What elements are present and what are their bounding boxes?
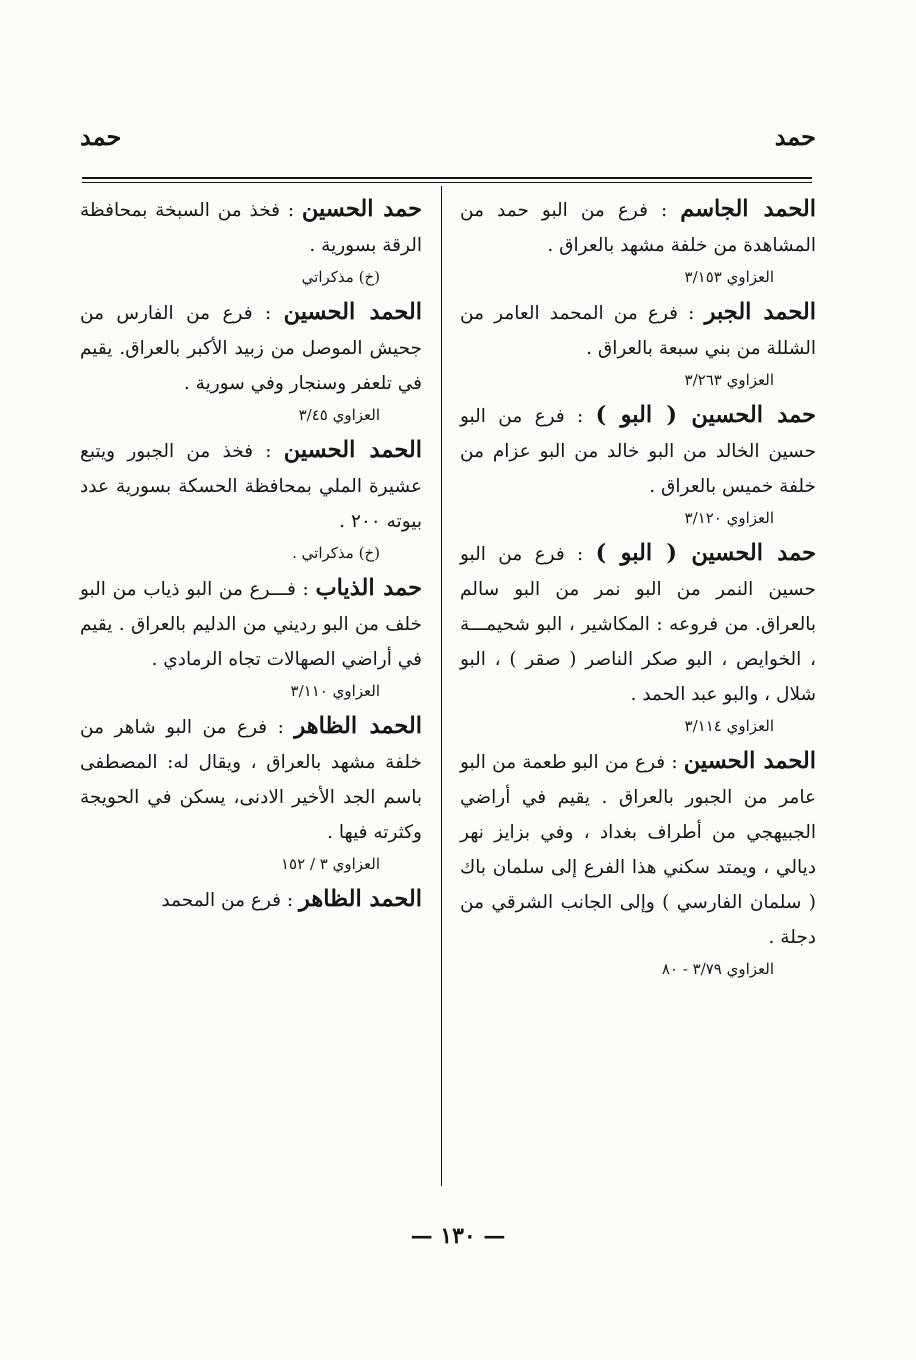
entry-text: : فرع من البو شاهر من خلفة مشهد بالعراق ، ويقال له: المصطفى باسم الجد الأخير الادنى، يسكن في الحويجة وكثرته فيها . — [80, 717, 422, 843]
entry-source: العزاوي ٣/١٥٣ — [684, 268, 774, 286]
entry-text: : فـــرع من البو ذياب من البو خلف من البو رديني من الدليم بالعراق . يقيم في أراضي الصهالات تجاه الرمادي . — [80, 579, 422, 670]
entry-source: العزاوي ٣/٧٩ - ٨٠ — [661, 960, 774, 978]
entry-heading: الحمد الظاهر — [299, 886, 422, 912]
left-column — [80, 192, 422, 921]
entry — [80, 433, 422, 567]
entry-source: (خ) مذكراتي — [301, 268, 380, 286]
entry-heading: حمد الذياب — [315, 575, 422, 601]
entry — [80, 709, 422, 878]
entry — [460, 744, 816, 983]
entry-heading: الحمد الحسين — [283, 437, 422, 463]
entry-heading: الحمد الجبر — [704, 299, 816, 325]
entry-heading: حمد الحسين ( البو ) — [595, 540, 816, 566]
entry-body — [80, 882, 422, 918]
entry-heading: الحمد الجاسم — [680, 196, 816, 222]
entry — [80, 295, 422, 429]
entry-heading: الحمد الحسين — [683, 748, 816, 774]
header-rule-thin — [82, 182, 812, 183]
entry — [460, 192, 816, 291]
entry-source: (خ) مذكراتي . — [292, 544, 380, 562]
entry — [80, 192, 422, 291]
entry-body — [80, 192, 422, 263]
entry-text: : فخذ من السبخة بمحافظة الرقة بسورية . — [80, 200, 422, 256]
entry-source: العزاوي ٣/٤٥ — [298, 406, 380, 424]
entry-body — [80, 433, 422, 539]
entry-text: : فرع من البو طعمة من البو عامر من الجبور بالعراق . يقيم في أراضي الجبيهجي من أطراف بغداد ، وفي بزايز نهر ديالي ، ويمتد سكني هذا الفرع إلى سلمان باك ( سلمان الفارسي ) وإلى الجانب الشرقي من دجلة . — [460, 752, 816, 948]
entry-body — [460, 744, 816, 955]
entry — [80, 571, 422, 705]
right-column — [460, 192, 816, 987]
entry-heading: حمد الحسين ( البو ) — [595, 402, 816, 428]
entry-source: العزاوي ٣ / ١٥٢ — [281, 855, 380, 873]
entry-heading: الحمد الظاهر — [294, 713, 423, 739]
entry-source: العزاوي ٣/٢٦٣ — [684, 371, 774, 389]
running-header-right: حمد — [774, 122, 816, 151]
entry-text: : فرع من الفارس من جحيش الموصل من زبيد الأكبر بالعراق. يقيم في تلعفر وسنجار وفي سورية . — [80, 303, 422, 394]
entry — [80, 882, 422, 918]
entry-source: العزاوي ٣/١١٠ — [290, 682, 380, 700]
entry-text: : فرع من البو حسين الخالد من البو خالد من البو عزام من خلفة خميس بالعراق . — [460, 406, 816, 497]
entry-body — [80, 295, 422, 401]
entry-text: : فرع من المحمد العامر من الشللة من بني سبعة بالعراق . — [460, 303, 816, 359]
entry-heading: الحمد الحسين — [283, 299, 422, 325]
entry — [460, 398, 816, 532]
entry-text: : فرع من المحمد — [161, 890, 300, 911]
entry-body — [80, 709, 422, 850]
entry-text: : فرع من البو حسين النمر من البو نمر من البو سالم بالعراق. من فروعه : المكاشير ، البو شحيمـــة ، الخوايص ، البو صكر الناصر ( صقر ) ، البو شلال ، والبو عبد الحمد . — [460, 544, 816, 705]
entry-body — [460, 295, 816, 366]
running-header-left: حمد — [80, 122, 122, 151]
entry-source: العزاوي ٣/١٢٠ — [684, 509, 774, 527]
entry-body — [460, 192, 816, 263]
entry-heading: حمد الحسين — [301, 196, 422, 222]
entry-text: : فرع من البو حمد من المشاهدة من خلفة مشهد بالعراق . — [460, 200, 816, 256]
entry — [460, 536, 816, 740]
column-divider — [441, 186, 442, 1186]
header-rule-thick — [82, 177, 812, 179]
entry — [460, 295, 816, 394]
entry-text: : فخذ من الجبور ويتبع عشيرة الملي بمحافظة الحسكة بسورية عدد بيوته ٢٠٠ . — [80, 441, 422, 532]
page-number: — ١٣٠ — — [410, 1223, 506, 1249]
entry-body — [460, 398, 816, 504]
entry-body — [460, 536, 816, 712]
entry-body — [80, 571, 422, 677]
entry-source: العزاوي ٣/١١٤ — [684, 717, 774, 735]
